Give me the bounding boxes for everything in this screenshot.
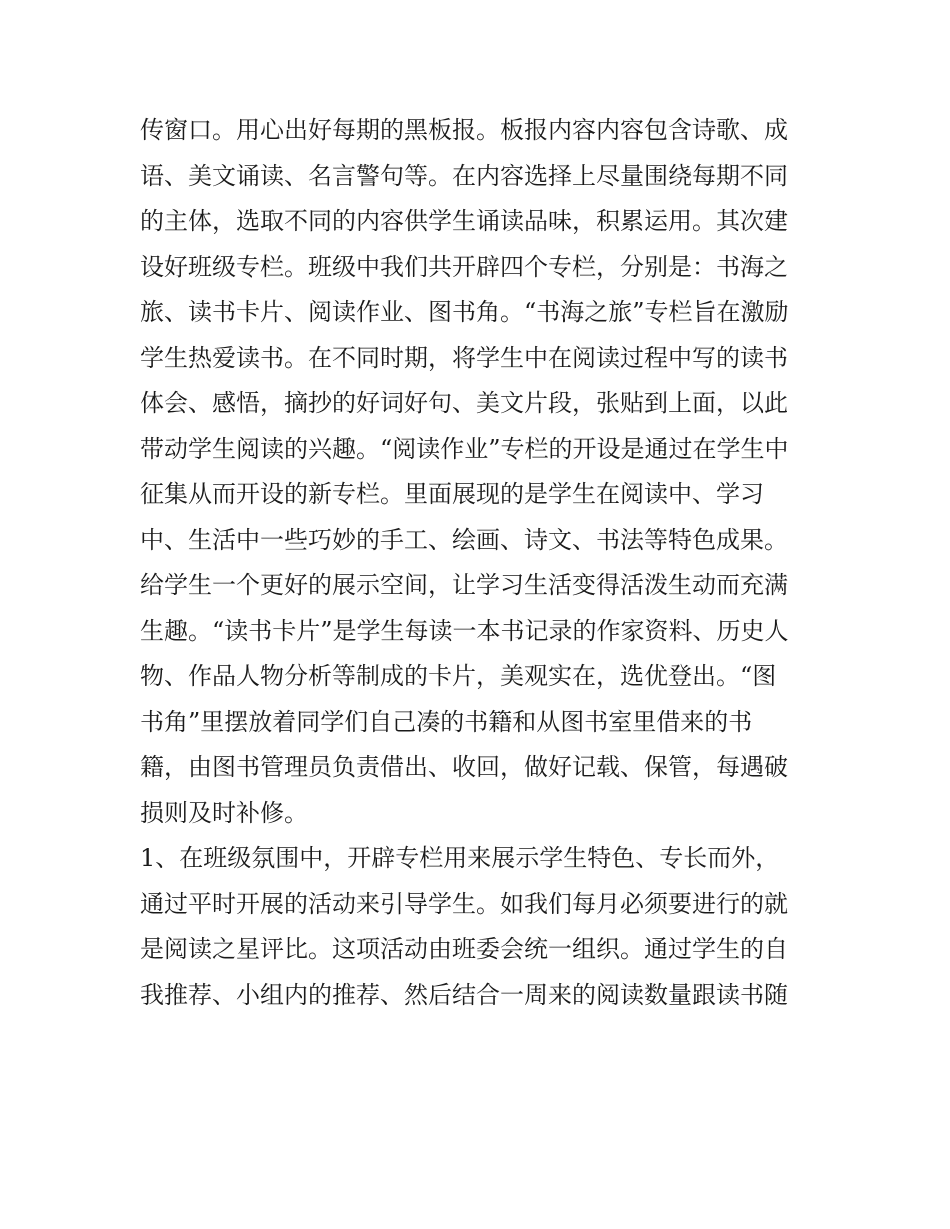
text-line: 旅、读书卡片、阅读作业、图书角。“书海之旅”专栏旨在激励 — [140, 298, 789, 326]
text-line: 学生热爱读书。在不同时期，将学生中在阅读过程中写的读书 — [140, 343, 788, 372]
body-text — [140, 108, 820, 1018]
text-line: 中、生活中一些巧妙的手工、绘画、诗文、书法等特色成果。 — [140, 525, 788, 554]
text-line: 传窗口。用心出好每期的黑板报。板报内容内容包含诗歌、成 — [140, 116, 788, 144]
text-line: 书角”里摆放着同学们自己凑的书籍和从图书室里借来的书 — [140, 707, 753, 736]
text-line: 是阅读之星评比。这项活动由班委会统一组织。通过学生的自 — [140, 935, 788, 963]
text-line: 通过平时开展的活动来引导学生。如我们每月必须要进行的就 — [140, 889, 788, 918]
text-line: 物、作品人物分析等制成的卡片，美观实在，选优登出。“图 — [140, 662, 777, 690]
text-line: 生趣。“读书卡片”是学生每读一本书记录的作家资料、历史人 — [140, 616, 789, 645]
text-line: 带动学生阅读的兴趣。“阅读作业”专栏的开设是通过在学生中 — [140, 434, 789, 463]
text-line: 设好班级专栏。班级中我们共开辟四个专栏，分别是：书海之 — [140, 252, 788, 281]
text-line: 体会、感悟，摘抄的好词好句、美文片段，张贴到上面，以此 — [140, 389, 788, 417]
text-line: 征集从而开设的新专栏。里面展现的是学生在阅读中、学习 — [140, 480, 764, 508]
text-line: 的主体，选取不同的内容供学生诵读品味，积累运用。其次建 — [140, 207, 788, 235]
list-item-text-line: 1、在班级氛围中，开辟专栏用来展示学生特色、专长而外， — [140, 844, 780, 872]
text-line: 语、美文诵读、名言警句等。在内容选择上尽量围绕每期不同 — [140, 161, 788, 190]
text-line: 给学生一个更好的展示空间，让学习生活变得活泼生动而充满 — [140, 571, 788, 599]
text-line: 籍，由图书管理员负责借出、收回，做好记载、保管，每遇破 — [140, 753, 788, 781]
text-line: 我推荐、小组内的推荐、然后结合一周来的阅读数量跟读书随 — [140, 980, 788, 1009]
text-line: 损则及时补修。 — [140, 798, 308, 827]
